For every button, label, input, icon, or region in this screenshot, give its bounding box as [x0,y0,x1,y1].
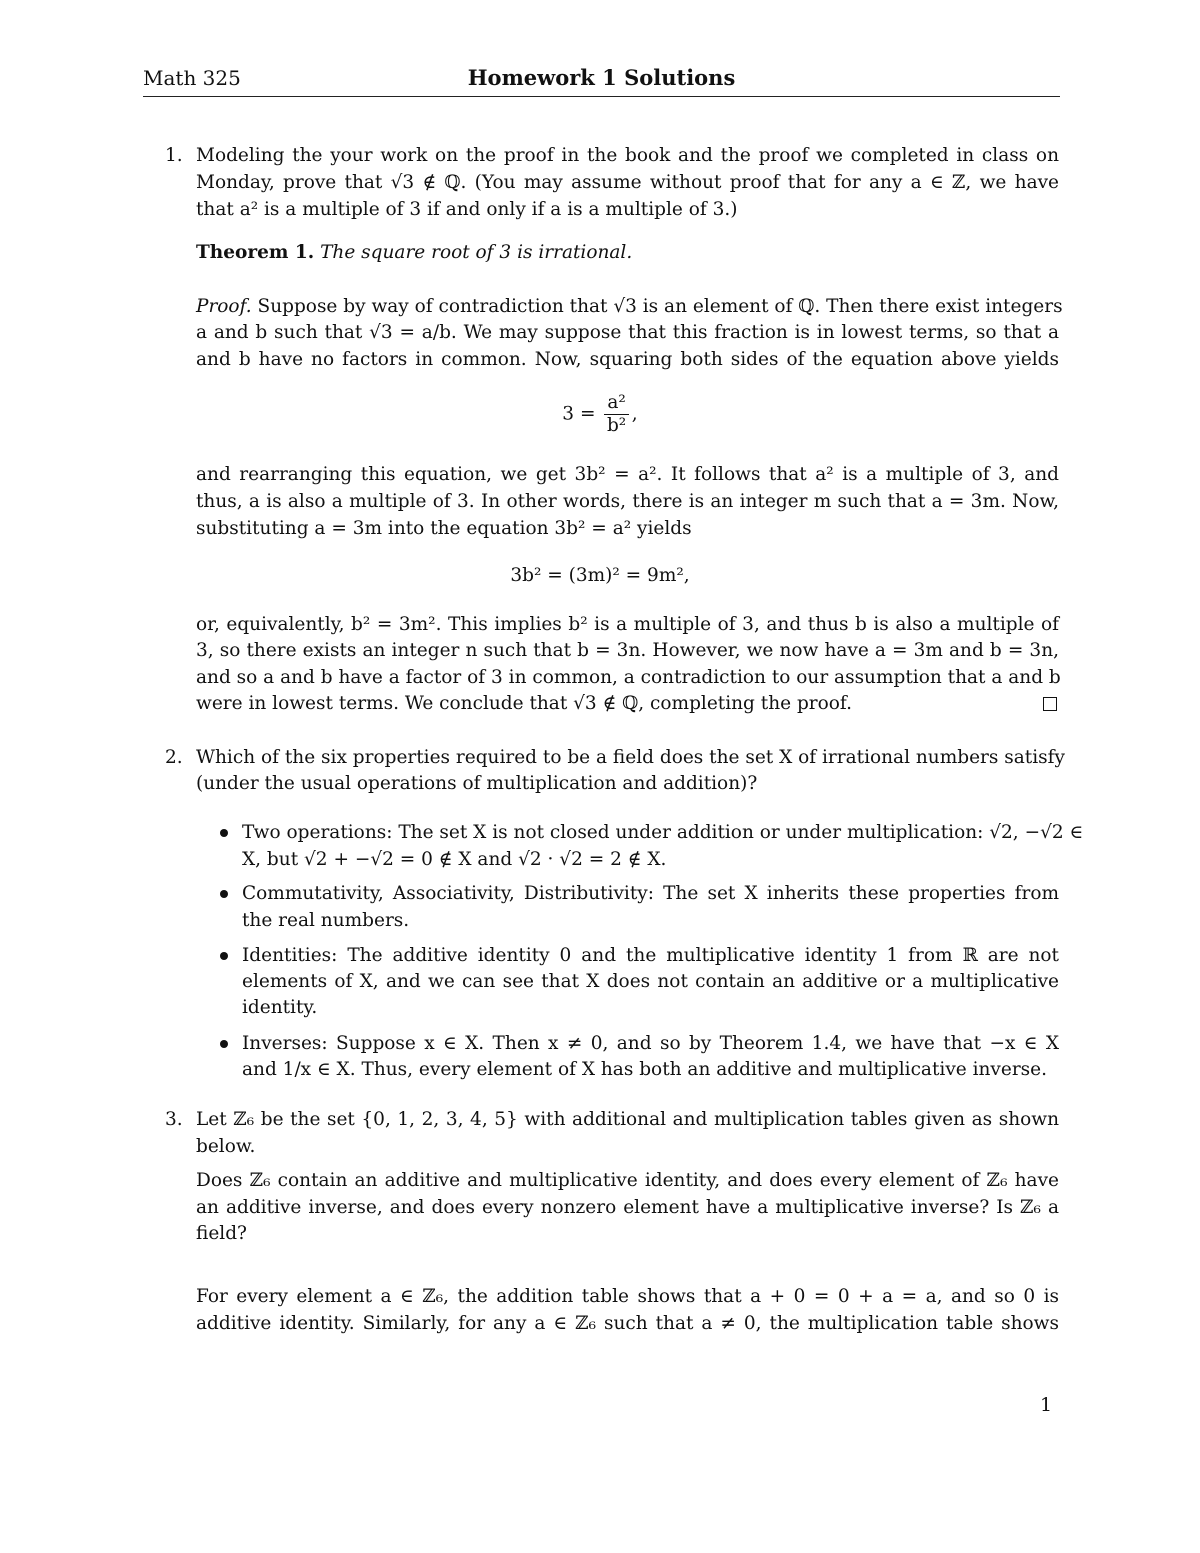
list-item-line: identity. [242,997,318,1018]
list-item-line: and 1/x ∈ X. Thus, every element of X has both an additive and multiplicative inverse. [242,1059,1047,1080]
proof-line: and rearranging this equation, we get 3b² = a². It follows that a² is a multiple of 3, and [196,464,1059,485]
list-item-line: Inverses: Suppose x ∈ X. Then x ≠ 0, and so by Theorem 1.4, we have that −x ∈ X [242,1033,1059,1054]
course-label: Math 325 [143,66,241,90]
problem-number: 2. [165,747,183,768]
proof-line: and so a and b have a factor of 3 in common, a contradiction to our assumption that a and b [196,667,1061,688]
list-item-line: Identities: The additive identity 0 and the multiplicative identity 1 from ℝ are not [242,945,1059,966]
list-item-line: the real numbers. [242,910,410,931]
qed-box-icon [1043,697,1057,711]
problem-text-line: (under the usual operations of multiplication and addition)? [196,773,758,794]
list-item-line: Two operations: The set X is not closed under addition or under multiplication: √2, −√2 ∈ [242,822,1084,843]
problem-text-line: that a² is a multiple of 3 if and only if a is a multiple of 3.) [196,199,738,220]
proof-label: Proof. [196,296,252,317]
problem-text-line: Which of the six properties required to be a field does the set X of irrational numbers satisfy [196,747,1065,768]
fraction [604,392,628,437]
problem-text-line: below. [196,1136,256,1157]
proof-line: were in lowest terms. We conclude that √3 ∉ ℚ, completing the proof. [196,693,852,714]
denominator: b² [606,415,627,436]
question-line: field? [196,1223,247,1244]
proof-text: Suppose by way of contradiction that √3 is an element of ℚ. Then there exist integers [257,296,1063,317]
question-line: an additive inverse, and does every nonzero element have a multiplicative inverse? Is ℤ₆ a [196,1197,1059,1218]
answer-line: For every element a ∈ ℤ₆, the addition table shows that a + 0 = 0 + a = a, and so 0 is [196,1286,1059,1307]
page-header [143,66,1060,97]
problem-number: 3. [165,1109,183,1130]
answer-line: additive identity. Similarly, for any a ∈ ℤ₆ such that a ≠ 0, the multiplication table shows [196,1313,1059,1334]
list-item-line: X, but √2 + −√2 = 0 ∉ X and √2 · √2 = 2 ∉ X. [242,849,667,870]
problem-text-line: Let ℤ₆ be the set {0, 1, 2, 3, 4, 5} with additional and multiplication tables given as shown [196,1109,1059,1130]
theorem-text: The square root of 3 is irrational. [320,242,633,263]
proof-line: substituting a = 3m into the equation 3b² = a² yields [196,518,692,539]
proof-line: a and b such that √3 = a/b. We may suppose that this fraction is in lowest terms, so that a [196,322,1059,343]
document-title: Homework 1 Solutions [467,65,736,90]
equation-1 [0,392,1200,437]
problem-text-line: Modeling the your work on the proof in the book and the proof we completed in class on [196,145,1059,166]
proof-line: and b have no factors in common. Now, squaring both sides of the equation above yields [196,349,1059,370]
list-item-line: Commutativity, Associativity, Distributivity: The set X inherits these properties from [242,883,1059,904]
proof-line: thus, a is also a multiple of 3. In other words, there is an integer m such that a = 3m. Now, [196,491,1059,512]
proof-line: or, equivalently, b² = 3m². This implies b² is a multiple of 3, and thus b is also a multiple of [196,614,1059,635]
bullet-icon [220,952,228,960]
bullet-icon [220,829,228,837]
theorem-label: Theorem 1. [196,242,315,263]
proof-line: 3, so there exists an integer n such that b = 3n. However, we now have a = 3m and b = 3n, [196,640,1059,661]
problem-text-line: Monday, prove that √3 ∉ ℚ. (You may assume without proof that for any a ∈ ℤ, we have [196,172,1059,193]
list-item-line: elements of X, and we can see that X does not contain an additive or a multiplicative [242,971,1059,992]
question-line: Does ℤ₆ contain an additive and multiplicative identity, and does every element of ℤ₆ have [196,1170,1059,1191]
equation-2: 3b² = (3m)² = 9m², [510,565,690,586]
bullet-icon [220,1040,228,1048]
numerator: a² [604,392,628,415]
theorem-statement [196,240,1059,266]
equation-lhs: 3 = [562,403,596,425]
page-number: 1 [1040,1394,1053,1416]
bullet-icon [220,890,228,898]
equation-tail: , [631,403,638,425]
proof-line [196,294,1063,320]
problem-number: 1. [165,145,183,166]
